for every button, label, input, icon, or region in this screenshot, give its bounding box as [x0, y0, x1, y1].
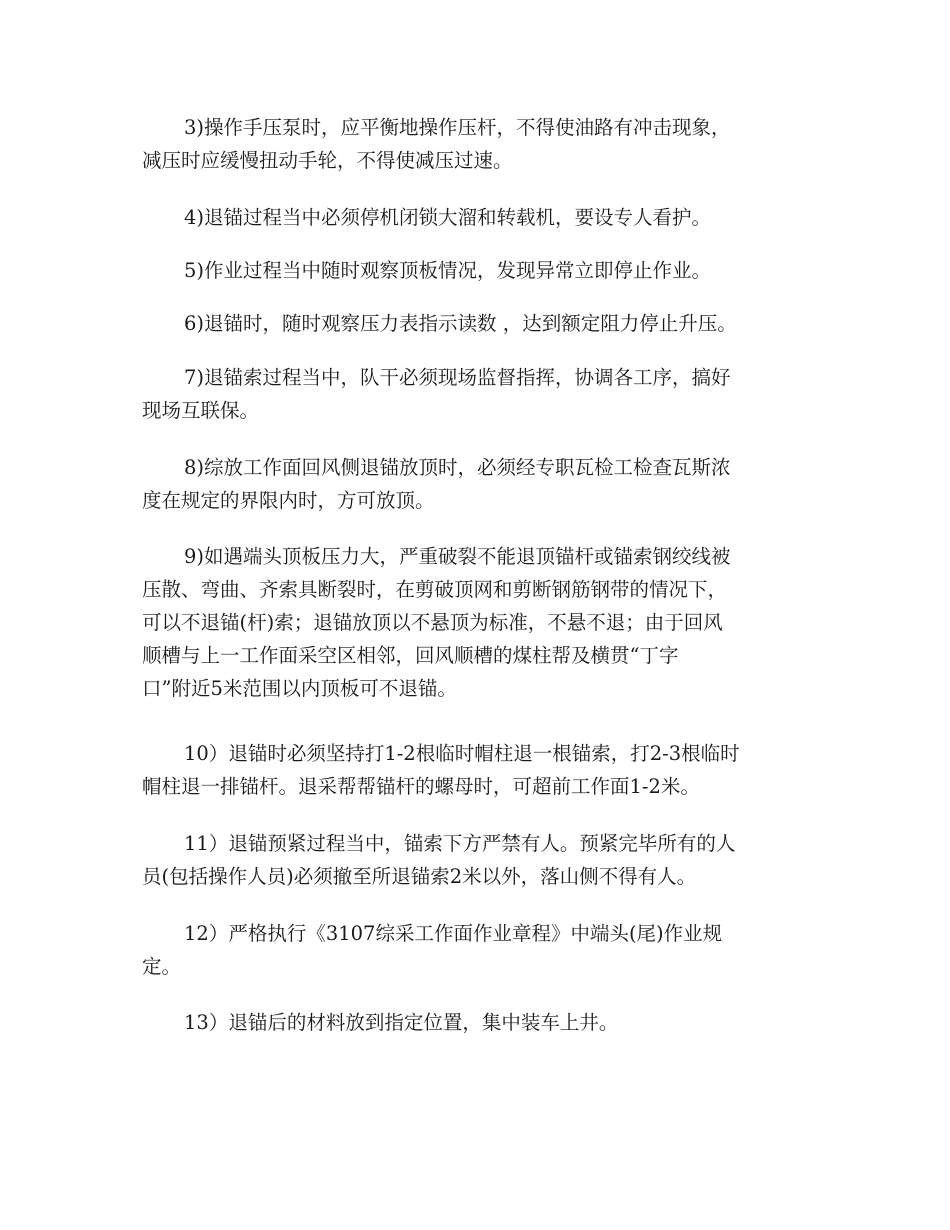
paragraph-line: 6)退锚时，随时观察压力表指示读数 ，达到额定阻力停止升压。 [184, 312, 737, 335]
paragraph-item-9 [142, 540, 822, 705]
paragraph-line: 定。 [142, 955, 182, 978]
paragraph-line: 帽柱退一排锚杆。退采帮帮锚杆的螺母时，可超前工作面1-2米。 [142, 775, 700, 798]
paragraph-item-7 [142, 361, 822, 427]
paragraph-line: 5)作业过程当中随时观察顶板情况，发现异常立即停止作业。 [184, 259, 712, 282]
paragraph-line: 9)如遇端头顶板压力大，严重破裂不能退顶锚杆或锚索钢绞线被 [184, 545, 731, 568]
paragraph-item-8 [142, 451, 822, 517]
paragraph-line: 现场互联保。 [142, 399, 260, 422]
paragraph-line: 7)退锚索过程当中，队干必须现场监督指挥，协调各工序，搞好 [184, 366, 731, 389]
paragraph-line: 4)退锚过程当中必须停机闭锁大溜和转载机，要设专人看护。 [184, 206, 712, 229]
paragraph-item-3 [142, 111, 822, 177]
paragraph-line: 8)综放工作面回风侧退锚放顶时，必须经专职瓦检工检查瓦斯浓 [184, 456, 731, 479]
paragraph-item-6 [142, 307, 822, 340]
paragraph-item-4 [142, 201, 822, 234]
paragraph-line: 可以不退锚(杆)索；退锚放顶以不悬顶为标准，不悬不退；由于回风 [142, 611, 723, 634]
paragraph-line: 顺槽与上一工作面采空区相邻，回风顺槽的煤柱帮及横贯“丁字 [142, 644, 679, 667]
paragraph-line: 12）严格执行《3107综采工作面作业章程》中端头(尾)作业规 [184, 922, 723, 945]
paragraph-line: 口”附近5米范围以内顶板可不退锚。 [142, 677, 457, 700]
paragraph-line: 10）退锚时必须坚持打1-2根临时帽柱退一根锚索，打2-3根临时 [184, 742, 740, 765]
paragraph-line: 11）退锚预紧过程当中，锚索下方严禁有人。预紧完毕所有的人 [184, 832, 736, 855]
paragraph-item-13 [142, 1006, 822, 1039]
paragraph-line: 减压时应缓慢扭动手轮，不得使减压过速。 [142, 149, 513, 172]
paragraph-line: 度在规定的界限内时，方可放顶。 [142, 489, 435, 512]
paragraph-item-5 [142, 254, 822, 287]
paragraph-item-11 [142, 827, 822, 893]
paragraph-line: 13）退锚后的材料放到指定位置，集中装车上井。 [184, 1011, 619, 1034]
paragraph-line: 压散、弯曲、齐索具断裂时，在剪破顶网和剪断钢筋钢带的情况下， [142, 578, 728, 601]
paragraph-item-10 [142, 737, 822, 803]
paragraph-line: 员(包括操作人员)必须撤至所退锚索2米以外，落山侧不得有人。 [142, 865, 697, 888]
paragraph-line: 3)操作手压泵时，应平衡地操作压杆，不得使油路有冲击现象， [184, 116, 731, 139]
paragraph-item-12 [142, 917, 822, 983]
